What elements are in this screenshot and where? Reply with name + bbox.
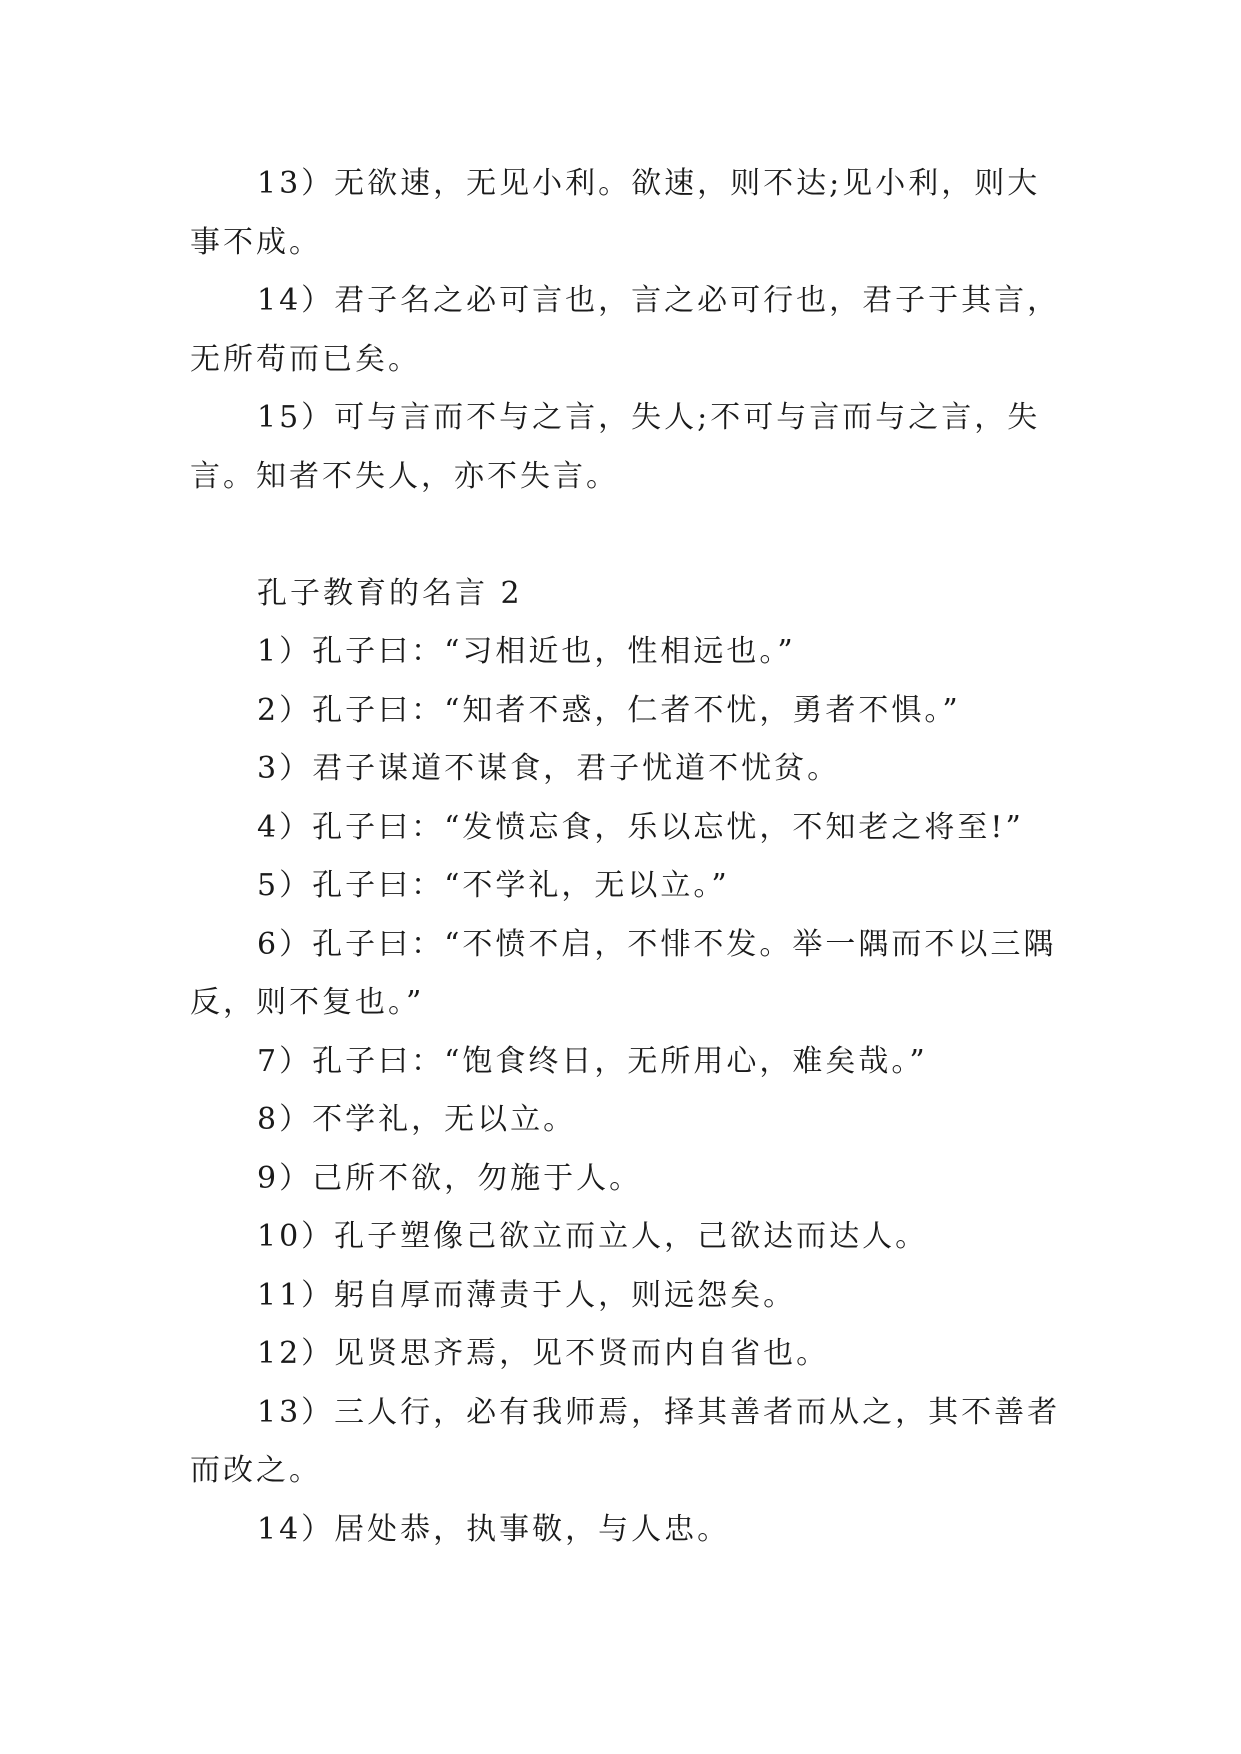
quote-item xyxy=(190,740,1150,799)
quote-item xyxy=(190,682,1150,741)
quote-line: 4）孔子曰：“发愤忘食，乐以忘忧，不知老之将至!” xyxy=(257,809,1024,845)
quote-item xyxy=(190,623,1150,682)
quote-section-1 xyxy=(190,155,1150,506)
quote-line-continued: 事不成。 xyxy=(190,224,322,260)
quote-line: 9）己所不欲，勿施于人。 xyxy=(257,1160,643,1196)
quote-line: 1）孔子曰：“习相近也，性相远也。” xyxy=(257,634,796,669)
quote-line: 14）君子名之必可言也，言之必可行也，君子于其言， xyxy=(257,283,1061,318)
quote-item xyxy=(190,1091,1150,1150)
quote-item xyxy=(190,272,1150,389)
quote-item xyxy=(190,1325,1150,1384)
quote-line-continued: 言。知者不失人，亦不失言。 xyxy=(190,458,619,494)
quote-line: 2）孔子曰：“知者不惑，仁者不忧，勇者不惧。” xyxy=(257,692,961,728)
quote-line: 7）孔子曰：“饱食终日，无所用心，难矣哉。” xyxy=(257,1043,928,1079)
quote-line-continued: 而改之。 xyxy=(190,1453,322,1488)
quote-line: 5）孔子曰：“不学礼，无以立。” xyxy=(257,868,730,903)
document-body xyxy=(190,155,1150,1559)
quote-item xyxy=(190,916,1150,1033)
quote-item xyxy=(190,155,1150,272)
quote-section-2 xyxy=(190,565,1150,1560)
quote-line-continued: 反，则不复也。” xyxy=(190,985,425,1020)
quote-item xyxy=(190,389,1150,506)
quote-item xyxy=(190,1033,1150,1092)
quote-line: 8）不学礼，无以立。 xyxy=(257,1102,577,1137)
quote-line: 13）三人行，必有我师焉，择其善者而从之，其不善者 xyxy=(257,1394,1061,1430)
quote-line: 3）君子谋道不谋食，君子忧道不忧贫。 xyxy=(257,751,841,786)
quote-item xyxy=(190,1384,1150,1501)
quote-item xyxy=(190,1267,1150,1326)
quote-line: 6）孔子曰：“不愤不启，不悱不发。举一隅而不以三隅 xyxy=(257,926,1057,962)
quote-line: 11）躬自厚而薄责于人，则远怨矣。 xyxy=(257,1277,797,1313)
quote-line: 10）孔子塑像己欲立而立人，己欲达而达人。 xyxy=(257,1219,929,1254)
quote-line: 13）无欲速，无见小利。欲速，则不达;见小利，则大 xyxy=(257,166,1041,201)
section-heading: 孔子教育的名言 2 xyxy=(257,575,523,611)
quote-item xyxy=(190,1501,1150,1560)
quote-item xyxy=(190,1208,1150,1267)
quote-item xyxy=(190,857,1150,916)
quote-item xyxy=(190,1150,1150,1209)
quote-line: 12）见贤思齐焉，见不贤而内自省也。 xyxy=(257,1336,830,1371)
quote-item xyxy=(190,799,1150,858)
quote-line: 14）居处恭，执事敬，与人忠。 xyxy=(257,1511,731,1547)
quote-line: 15）可与言而不与之言，失人;不可与言而与之言，失 xyxy=(257,400,1041,435)
section-spacer xyxy=(190,506,1150,565)
quote-line-continued: 无所苟而已矣。 xyxy=(190,341,421,377)
